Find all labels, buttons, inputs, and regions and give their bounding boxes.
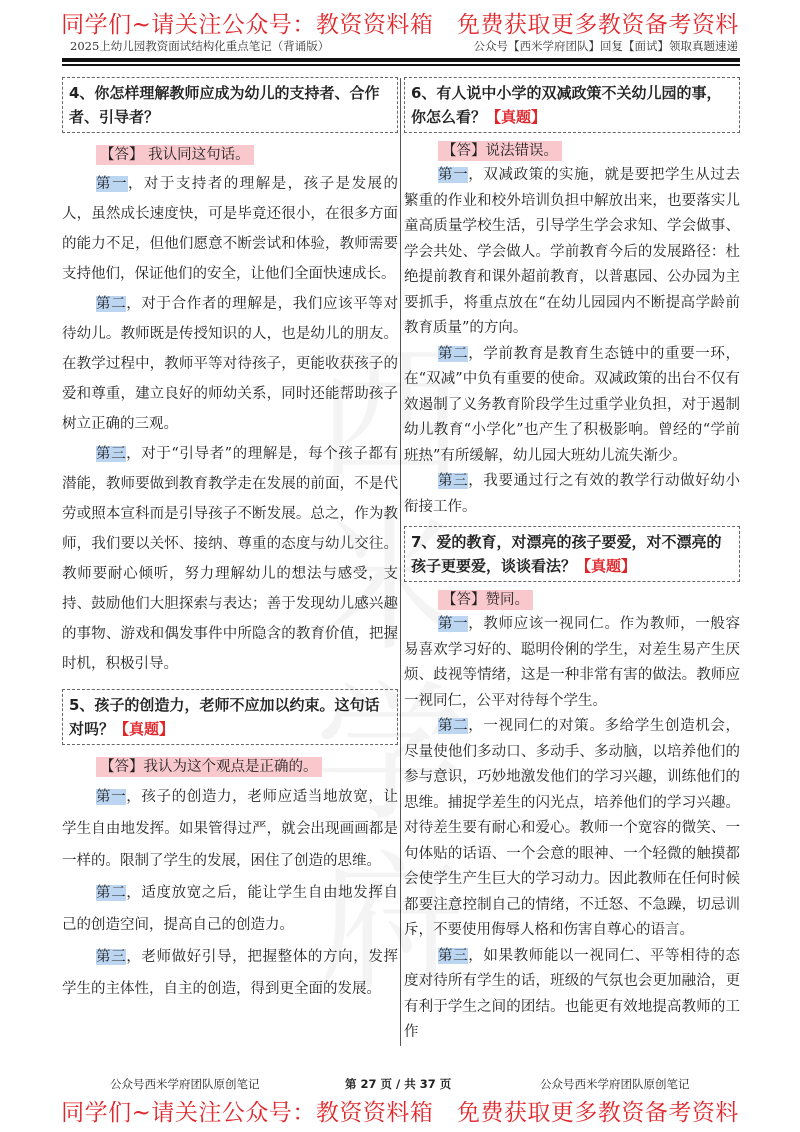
question-box [404,77,740,133]
column-divider [400,78,401,1046]
answer-label: 【答】 我认同这句话。 [96,145,254,165]
question-box [62,77,398,133]
paragraph-text: ，一视同仁的对策。多给学生创造机会，尽量使他们多动口、多动手、多动脑，以培养他们的参与意识，巧妙地激发他们的学习兴趣，训练他们的思维。捕捉学差生的闪光点，培养他们的学习兴趣。对待差生要有耐心和爱心。教师一个宽容的微笑、一句体贴的话语、一个会意的眼神、一个轻微的触摸都会使学生产生巨大的学习动力。因此教师在任何时候都要注意控制自己的情绪，不迁怒、不急躁，切忌训斥，不要使用侮辱人格和伤害自尊心的语言。 [404,718,741,938]
header-title: 2025上幼儿园教资面试结构化重点笔记（背诵版） [70,39,330,53]
point-lead: 第三 [96,446,127,462]
point-lead: 第三 [438,947,469,964]
answer-paragraph [404,944,740,1046]
answer-label: 【答】说法错误。 [438,141,562,161]
paragraph-text: ，我要通过行之有效的教学行动做好幼小衔接工作。 [404,473,741,515]
promo-banner-bottom: 同学们~请关注公众号：教资资料箱 免费获取更多教资备考资料 [61,1100,739,1126]
header-note: 公众号【西米学府团队】回复【面试】领取真题速递 [473,39,738,53]
answer-paragraph [62,877,398,941]
paragraph-text: ，对于支持者的理解是，孩子是发展的人，虽然成长速度快，可是毕竟还很小，在很多方面的能力不足，但他们愿意不断尝试和体验，教师需要支持他们，保证他们的安全，让他们全面快速成长。 [62,176,399,282]
right-column [404,77,740,1046]
answer-label: 【答】我认为这个观点是正确的。 [96,757,322,777]
point-lead: 第三 [96,949,127,965]
answer-paragraph [404,342,740,470]
question-text: 6、有人说中小学的双减政策不关幼儿园的事，你怎么看？ [411,84,722,126]
point-lead: 第三 [438,473,469,489]
left-column [62,77,398,1005]
question-box [62,689,398,745]
answer-paragraph [62,169,398,289]
footer-left: 公众号西米学府团队原创笔记 [110,1077,260,1091]
paragraph-text: ，适度放宽之后，能让学生自由地发挥自己的创造空间，提高自己的创造力。 [62,885,399,933]
answer-paragraph [404,612,740,714]
question-text: 4、你怎样理解教师应成为幼儿的支持者、合作者、引导者？ [69,84,380,126]
paragraph-text: ，对于“引导者”的理解是，每个孩子都有潜能，教师要做到教育教学走在发展的前面，不是代劳或照本宣科而是引导孩子不断发展。总之，作为教师，我们要以关怀、接纳、尊重的态度与幼儿交往。教师要耐心倾听，努力理解幼儿的想法与感受，支持、鼓励他们大胆探索与表达；善于发现幼儿感兴趣的事物、游戏和偶发事件中所隐含的教育价值，把握时机，积极引导。 [62,446,399,672]
paragraph-text: ，双减政策的实施，就是要把学生从过去繁重的作业和校外培训负担中解放出来，也要落实儿童高质量学校生活，引导学生学会求知、学会做事、学会共处、学会做人。学前教育今后的发展路径：杜绝提前教育和课外超前教育，以普惠园、公办园为主要抓手，将重点放在“在幼儿园园内不断提高学龄前教育质量”的方向。 [404,167,741,336]
point-lead: 第一 [438,616,469,632]
real-exam-tag: 【真题】 [576,557,637,575]
point-lead: 第二 [96,296,127,312]
point-lead: 第二 [96,885,127,901]
paragraph-text: ，对于合作者的理解是，我们应该平等对待幼儿。教师既是传授知识的人，也是幼儿的朋友。在教学过程中，教师平等对待孩子，更能收获孩子的爱和尊重，建立良好的师幼关系，同时还能帮助孩子树立正确的三观。 [62,296,399,432]
point-lead: 第一 [438,167,469,183]
point-lead: 第二 [438,345,469,362]
real-exam-tag: 【真题】 [486,108,547,126]
point-lead: 第一 [96,789,127,805]
point-lead: 第二 [438,718,469,734]
answer-paragraph [62,941,398,1005]
answer-paragraph [404,469,740,520]
paragraph-text: ，教师应该一视同仁。作为教师，一般容易喜欢学习好的、聪明伶俐的学生，对差生易产生厌烦、歧视等情绪，这是一种非常有害的做法。教师应一视同仁，公平对待每个学生。 [404,616,741,709]
promo-banner-top: 同学们~请关注公众号：教资资料箱 免费获取更多教资备考资料 [61,12,739,38]
header-rule-thin [62,64,740,66]
question-text: 7、爱的教育，对漂亮的孩子要爱，对不漂亮的孩子更要爱，谈谈看法？ [411,533,722,575]
answer-paragraph [62,289,398,439]
answer-paragraph [404,714,740,944]
question-box [404,526,740,582]
header-rule [62,58,740,62]
real-exam-tag: 【真题】 [114,720,175,738]
paragraph-text: ，孩子的创造力，老师应适当地放宽，让学生自由地发挥。如果管得过严，就会出现画画都是一样的。限制了学生的发展，困住了创造的思维。 [62,789,399,869]
answer-paragraph [404,163,740,342]
paragraph-text: ，如果教师能以一视同仁、平等相待的态度对待所有学生的话，班级的气氛也会更加融洽，更有利于学生之间的团结。也能更有效地提高教师的工作 [404,947,741,1040]
point-lead: 第一 [96,176,128,192]
footer-right: 公众号西米学府团队原创笔记 [540,1077,690,1091]
question-text: 5、孩子的创造力，老师不应加以约束。这句话对吗？ [69,696,380,738]
page-number: 第 27 页 / 共 37 页 [345,1077,452,1091]
answer-paragraph [62,781,398,877]
paragraph-text: ，老师做好引导，把握整体的方向，发挥学生的主体性，自主的创造，得到更全面的发展。 [62,949,399,997]
paragraph-text: ，学前教育是教育生态链中的重要一环，在“双减”中负有重要的使命。双减政策的出台不仅有效遏制了义务教育阶段学生过重学业负担，对于遏制幼儿教育“小学化”也产生了积极影响。曾经的“学前班热”有所缓解，幼儿园大班幼儿流失渐少。 [404,345,741,464]
answer-paragraph [62,439,398,679]
answer-label: 【答】赞同。 [438,590,533,610]
